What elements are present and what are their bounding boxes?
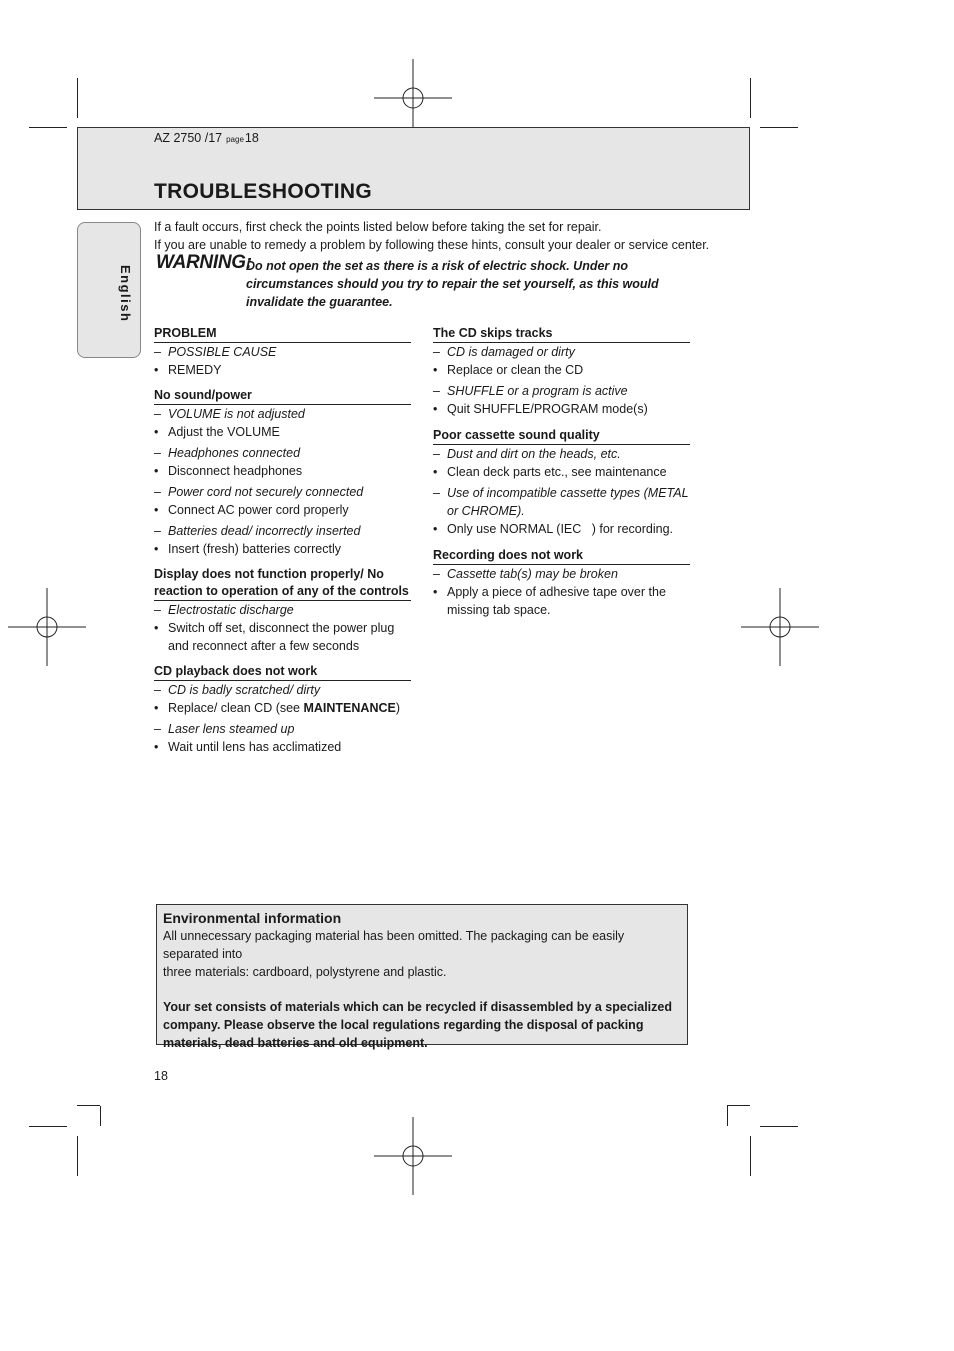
page-title: TROUBLESHOOTING [154, 180, 372, 203]
page-word: page [226, 135, 244, 144]
cause-item: – Use of incompatible cassette types (METAL or CHROME). [433, 486, 689, 518]
legend-section [154, 325, 411, 379]
cause-item: – Power cord not securely connected [154, 485, 364, 499]
cause-item: – Cassette tab(s) may be broken [433, 567, 618, 581]
section-heading: No sound/power [154, 387, 411, 405]
remedy-item: • Disconnect headphones [154, 464, 303, 478]
remedy-item: • Switch off set, disconnect the power plug and reconnect after a few seconds [154, 621, 395, 653]
registration-mark-right [741, 588, 819, 666]
section-heading: Recording does not work [433, 547, 690, 565]
registration-mark-left [8, 588, 86, 666]
remedy-item: • Only use NORMAL (IEC ) for recording. [433, 522, 673, 536]
cause-item: – Laser lens steamed up [154, 722, 295, 736]
header-page-number: 18 [244, 131, 259, 145]
troubleshooting-left-column [154, 325, 411, 764]
cause-item: – CD is damaged or dirty [433, 345, 575, 359]
remedy-item: • REMEDY [154, 363, 222, 377]
remedy-item: • Replace/ clean CD (see MAINTENANCE) [154, 701, 401, 715]
section-heading: Display does not function properly/ No reaction to operation of any of the controls [154, 566, 411, 601]
section-heading: CD playback does not work [154, 663, 411, 681]
page-number: 18 [154, 1069, 168, 1083]
remedy-item: • Quit SHUFFLE/PROGRAM mode(s) [433, 402, 648, 416]
model-number: AZ 2750 /17 [154, 131, 223, 145]
section-cassette-quality [433, 427, 690, 538]
cause-item: – SHUFFLE or a program is active [433, 384, 628, 398]
remedy-item: • Replace or clean the CD [433, 363, 584, 377]
legend-heading: PROBLEM [154, 325, 411, 343]
environmental-info-box [156, 904, 688, 1050]
warning-line-3: invalidate the guarantee. [246, 295, 393, 309]
remedy-item: • Wait until lens has acclimatized [154, 740, 342, 754]
cause-item: – Electrostatic discharge [154, 603, 294, 617]
section-heading: Poor cassette sound quality [433, 427, 690, 445]
language-tab-label: English [118, 265, 133, 323]
remedy-item: • Insert (fresh) batteries correctly [154, 542, 341, 556]
remedy-item: • Apply a piece of adhesive tape over the missing tab space. [433, 585, 666, 617]
cause-item: – Headphones connected [154, 446, 301, 460]
remedy-item: • Clean deck parts etc., see maintenance [433, 465, 667, 479]
registration-mark-bottom [374, 1117, 452, 1195]
section-cd-playback [154, 663, 411, 756]
model-line [154, 131, 259, 145]
registration-mark-top [374, 59, 452, 137]
remedy-item: • Adjust the VOLUME [154, 425, 280, 439]
section-no-sound [154, 387, 411, 558]
warning-text [246, 257, 686, 311]
remedy-item: • Connect AC power cord properly [154, 503, 349, 517]
cause-item: – CD is badly scratched/ dirty [154, 683, 321, 697]
environmental-info-bold-text: Your set consists of materials which can be recycled if disassembled by a specialized company. Please observe the local regulations regarding the disposal of packing materials, dead batteries and old equipment. [163, 1000, 672, 1050]
intro-line-2: If you are unable to remedy a problem by following these hints, consult your dealer or service center. [154, 238, 710, 252]
environmental-info-title: Environmental information [163, 910, 342, 926]
section-cd-skips [433, 325, 690, 418]
cause-item: – VOLUME is not adjusted [154, 407, 305, 421]
warning-line-1: Do not open the set as there is a risk of electric shock. Under no [246, 259, 629, 273]
troubleshooting-right-column [433, 325, 690, 627]
cause-item: – Dust and dirt on the heads, etc. [433, 447, 621, 461]
section-recording [433, 547, 690, 619]
section-display [154, 566, 411, 655]
intro-line-1: If a fault occurs, first check the points listed below before taking the set for repair. [154, 220, 602, 234]
warning-label: WARNING: [156, 252, 252, 273]
cause-item: – POSSIBLE CAUSE [154, 345, 277, 359]
warning-line-2: circumstances should you try to repair the set yourself, as this would [246, 277, 659, 291]
environmental-info-text: All unnecessary packaging material has been omitted. The packaging can be easily separated into three materials: cardboard, polystyrene and plastic. [163, 929, 625, 979]
section-heading: The CD skips tracks [433, 325, 690, 343]
cause-item: – Batteries dead/ incorrectly inserted [154, 524, 361, 538]
